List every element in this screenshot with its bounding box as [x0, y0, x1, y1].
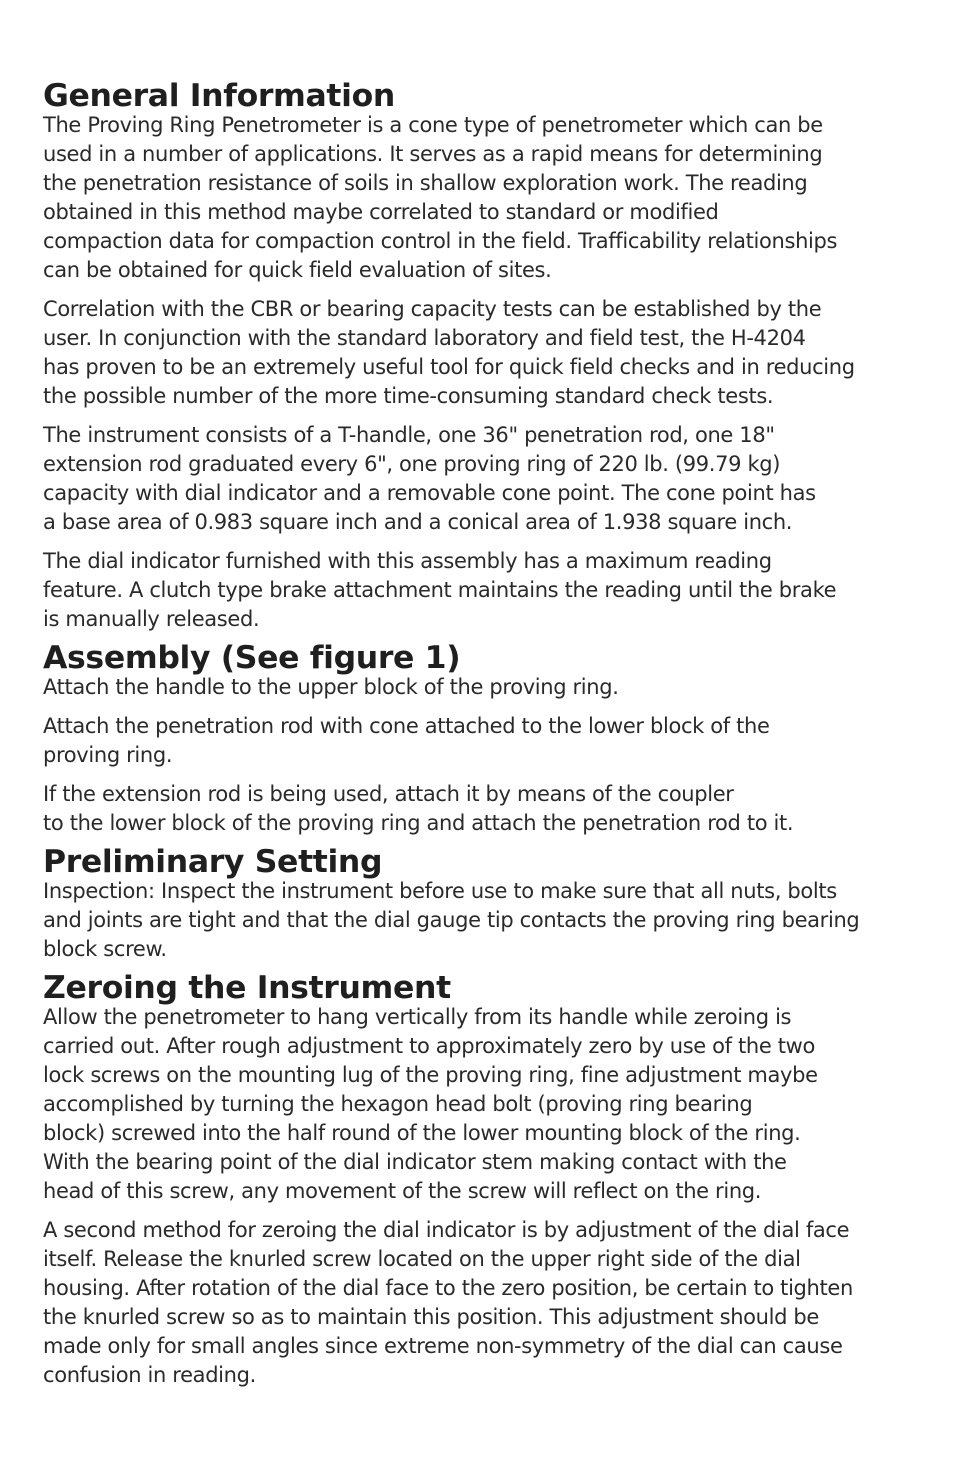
paragraph: Allow the penetrometer to hang vertically from its handle while zeroing is carried out. After rough adjustment to approximately zero by use of the two lock screws on the mounting lug of the proving ring, fine adjustment maybe accomplished by turning the hexagon head bolt (proving ring bearing block) screwed into the half round of the lower mounting block of the ring. With the bearing point of the dial indicator stem making contact with the head of this screw, any movement of the screw will reflect on the ring. [43, 1005, 818, 1203]
paragraph: If the extension rod is being used, attach it by means of the coupler to the lower block of the proving ring and attach the penetration rod to it. [43, 782, 794, 835]
paragraph: The Proving Ring Penetrometer is a cone type of penetrometer which can be used in a number of applications. It serves as a rapid means for determining the penetration resistance of soils in shallow exploration work. The reading obtained in this method maybe correlated to standard or modified compaction data for compaction control in the field. Trafficability relationships can be obtained for quick field evaluation of sites. [43, 113, 838, 282]
paragraph: Attach the penetration rod with cone attached to the lower block of the proving ring. [43, 714, 770, 767]
section-heading: Zeroing the Instrument [43, 970, 451, 1006]
section-heading: General Information [43, 78, 395, 114]
section-preliminary-setting [43, 844, 913, 964]
paragraph: Correlation with the CBR or bearing capacity tests can be established by the user. In conjunction with the standard laboratory and field test, the H-4204 has proven to be an extremely useful tool for quick field checks and in reducing the possible number of the more time-consuming standard check tests. [43, 297, 855, 408]
section-zeroing-the-instrument [43, 970, 913, 1390]
section-heading: Preliminary Setting [43, 844, 383, 880]
section-general-information [43, 78, 913, 634]
paragraph: The instrument consists of a T-handle, one 36" penetration rod, one 18" extension rod graduated every 6", one proving ring of 220 lb. (99.79 kg) capacity with dial indicator and a removable cone point. The cone point has a base area of 0.983 square inch and a conical area of 1.938 square inch. [43, 423, 816, 534]
paragraph: The dial indicator furnished with this assembly has a maximum reading feature. A clutch type brake attachment maintains the reading until the brake is manually released. [43, 549, 837, 631]
section-heading: Assembly (See figure 1) [43, 640, 461, 676]
section-assembly [43, 640, 913, 838]
paragraph: Inspection: Inspect the instrument before use to make sure that all nuts, bolts and joints are tight and that the dial gauge tip contacts the proving ring bearing block screw. [43, 879, 860, 961]
document-page [43, 78, 913, 1390]
paragraph: A second method for zeroing the dial indicator is by adjustment of the dial face itself. Release the knurled screw located on the upper right side of the dial housing. After rotation of the dial face to the zero position, be certain to tighten the knurled screw so as to maintain this position. This adjustment should be made only for small angles since extreme non-symmetry of the dial can cause confusion in reading. [43, 1218, 853, 1387]
paragraph: Attach the handle to the upper block of the proving ring. [43, 675, 619, 699]
